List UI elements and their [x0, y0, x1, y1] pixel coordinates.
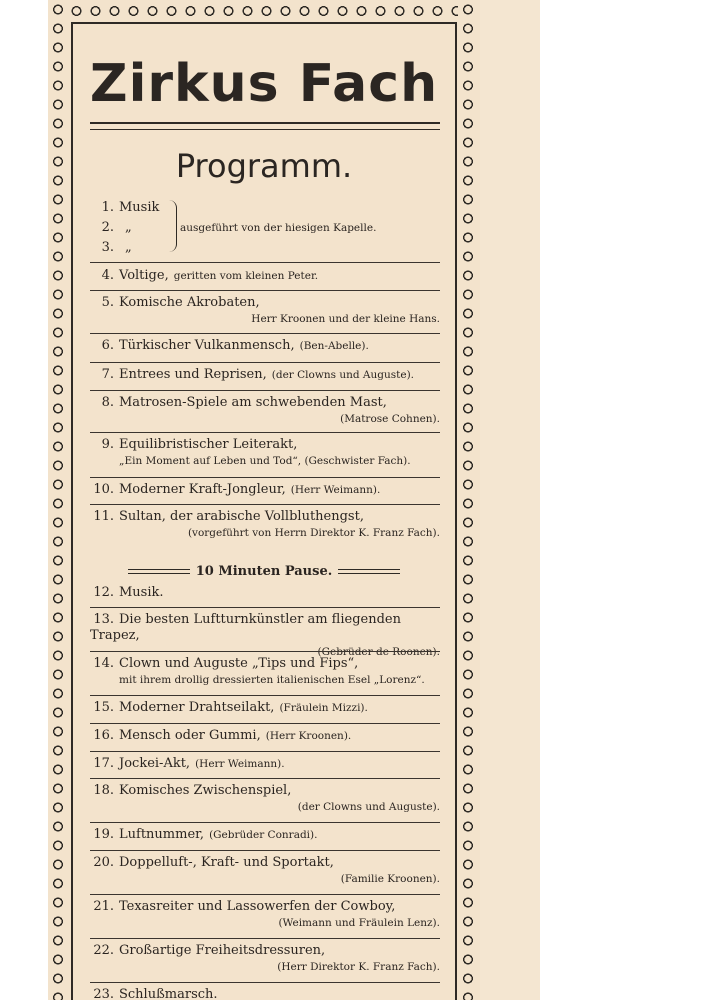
separator [90, 651, 440, 652]
list-item [90, 338, 440, 354]
separator [90, 778, 440, 779]
music-brace [168, 200, 177, 252]
item-name: Komisches Zwischenspiel, [119, 783, 292, 798]
item-number: 15. [93, 700, 114, 715]
item-number: 3. [101, 240, 114, 255]
separator [90, 894, 440, 895]
list-item [90, 700, 440, 716]
item-number: 21. [93, 899, 114, 914]
item-performer: (Herr Weimann). [195, 758, 285, 770]
separator [90, 822, 440, 823]
item-number: 6. [101, 338, 114, 353]
list-item [90, 756, 440, 772]
item-number: 2. [101, 220, 114, 235]
separator [90, 290, 440, 291]
sheet-margin [480, 0, 540, 1000]
separator [90, 390, 440, 391]
separator [90, 751, 440, 752]
separator [90, 432, 440, 433]
list-item [90, 783, 440, 815]
item-performer: (Gebrüder de Roonen). [317, 646, 440, 658]
item-number: 14. [93, 656, 114, 671]
item-performer: (vorgeführt von Herrn Direktor K. Franz Fach). [187, 527, 440, 539]
item-name: Jockei-Akt, [119, 756, 191, 771]
program-content [76, 22, 452, 1000]
separator [90, 362, 440, 363]
item-performer: (Gebrüder Conradi). [209, 829, 318, 841]
list-item [90, 268, 440, 284]
intermission-label: 10 Minuten Pause. [195, 564, 333, 579]
item-number: 10. [93, 482, 114, 497]
item-performer: (Weimann und Fräulein Lenz). [278, 917, 440, 929]
item-number: 9. [101, 437, 114, 452]
separator [90, 938, 440, 939]
item-number: 17. [93, 756, 114, 771]
ornamental-border-right [458, 0, 480, 1000]
list-item [90, 585, 440, 601]
intermission-banner [76, 564, 452, 579]
item-name: Musik. [119, 585, 164, 600]
item-number: 12. [93, 585, 114, 600]
separator [90, 504, 440, 505]
item-name: Voltige, [119, 268, 169, 283]
item-number: 8. [101, 395, 114, 410]
item-number: 23. [93, 987, 114, 1002]
separator [90, 333, 440, 334]
item-performer: (Herr Direktor K. Franz Fach). [277, 961, 440, 973]
item-performer: mit ihrem drollig dressierten italienischen Esel „Lorenz“. [119, 674, 425, 686]
item-performer: (Herr Kroonen). [265, 730, 352, 742]
list-item [90, 855, 440, 887]
item-performer: (der Clowns und Auguste). [271, 369, 414, 381]
item-name: Türkischer Vulkanmensch, [119, 338, 295, 353]
inner-frame-left [71, 22, 73, 1000]
pause-rule-left [128, 569, 190, 574]
item-name: Sultan, der arabische Vollbluthengst, [119, 509, 364, 524]
list-item [90, 437, 440, 469]
item-name: Komische Akrobaten, [119, 295, 260, 310]
item-performer: (der Clowns und Auguste). [297, 801, 440, 813]
item-name: Doppelluft-, Kraft- und Sportakt, [119, 855, 334, 870]
separator [90, 982, 440, 983]
inner-frame-right [455, 22, 457, 1000]
item-name: Luftnummer, [119, 827, 205, 842]
music-performer: ausgeführt von der hiesigen Kapelle. [180, 222, 377, 234]
list-item [90, 943, 440, 975]
separator [90, 850, 440, 851]
list-item [90, 200, 440, 216]
item-performer: (Familie Kroonen). [340, 873, 440, 885]
program-heading: Programm. [175, 147, 353, 185]
item-name: Großartige Freiheitsdressuren, [119, 943, 326, 958]
separator [90, 695, 440, 696]
list-item [90, 612, 440, 660]
item-number: 11. [93, 509, 114, 524]
pause-rule-right [338, 569, 400, 574]
list-item [90, 827, 440, 843]
item-performer: Herr Kroonen und der kleine Hans. [251, 313, 440, 325]
list-item [90, 295, 440, 327]
item-number: 20. [93, 855, 114, 870]
list-item [90, 367, 440, 383]
item-performer: „Ein Moment auf Leben und Tod“, (Geschwister Fach). [119, 455, 411, 467]
item-number: 18. [93, 783, 114, 798]
list-item [90, 987, 440, 1003]
separator [90, 477, 440, 478]
item-number: 7. [101, 367, 114, 382]
list-item [90, 899, 440, 931]
separator [90, 607, 440, 608]
item-performer: (Herr Weimann). [290, 484, 381, 496]
item-number: 5. [101, 295, 114, 310]
item-name: Clown und Auguste „Tips und Fips“, [119, 656, 359, 671]
list-item [90, 509, 440, 541]
list-item [90, 728, 440, 744]
item-name: „ [125, 220, 132, 235]
separator [90, 262, 440, 263]
list-item [90, 482, 440, 498]
title-rule [90, 122, 440, 130]
item-number: 13. [93, 612, 114, 627]
item-number: 19. [93, 827, 114, 842]
item-name: Entrees und Reprisen, [119, 367, 267, 382]
item-name: Moderner Kraft-Jongleur, [119, 482, 286, 497]
item-number: 22. [93, 943, 114, 958]
item-name: Equilibristischer Leiterakt, [119, 437, 298, 452]
separator [90, 723, 440, 724]
item-number: 1. [101, 200, 114, 215]
item-name: Mensch oder Gummi, [119, 728, 261, 743]
ornamental-border-top [48, 0, 480, 22]
item-performer: geritten vom kleinen Peter. [173, 270, 319, 282]
ornamental-border-left [48, 0, 70, 1000]
item-number: 4. [101, 268, 114, 283]
item-name: Matrosen-Spiele am schwebenden Mast, [119, 395, 387, 410]
item-performer: (Matrose Cohnen). [340, 413, 440, 425]
list-item [90, 240, 440, 256]
item-name: Musik [119, 200, 160, 215]
list-item [90, 395, 440, 427]
list-item [90, 656, 440, 688]
circus-title: Zirkus Fach [89, 54, 439, 114]
item-name: „ [125, 240, 132, 255]
item-performer: (Ben-Abelle). [299, 340, 369, 352]
item-name: Schlußmarsch. [119, 987, 218, 1002]
item-name: Die besten Luftturnkünstler am fliegenden Trapez, [90, 612, 401, 643]
item-number: 16. [93, 728, 114, 743]
item-name: Texasreiter und Lassowerfen der Cowboy, [119, 899, 396, 914]
item-name: Moderner Drahtseilakt, [119, 700, 275, 715]
item-performer: (Fräulein Mizzi). [279, 702, 368, 714]
